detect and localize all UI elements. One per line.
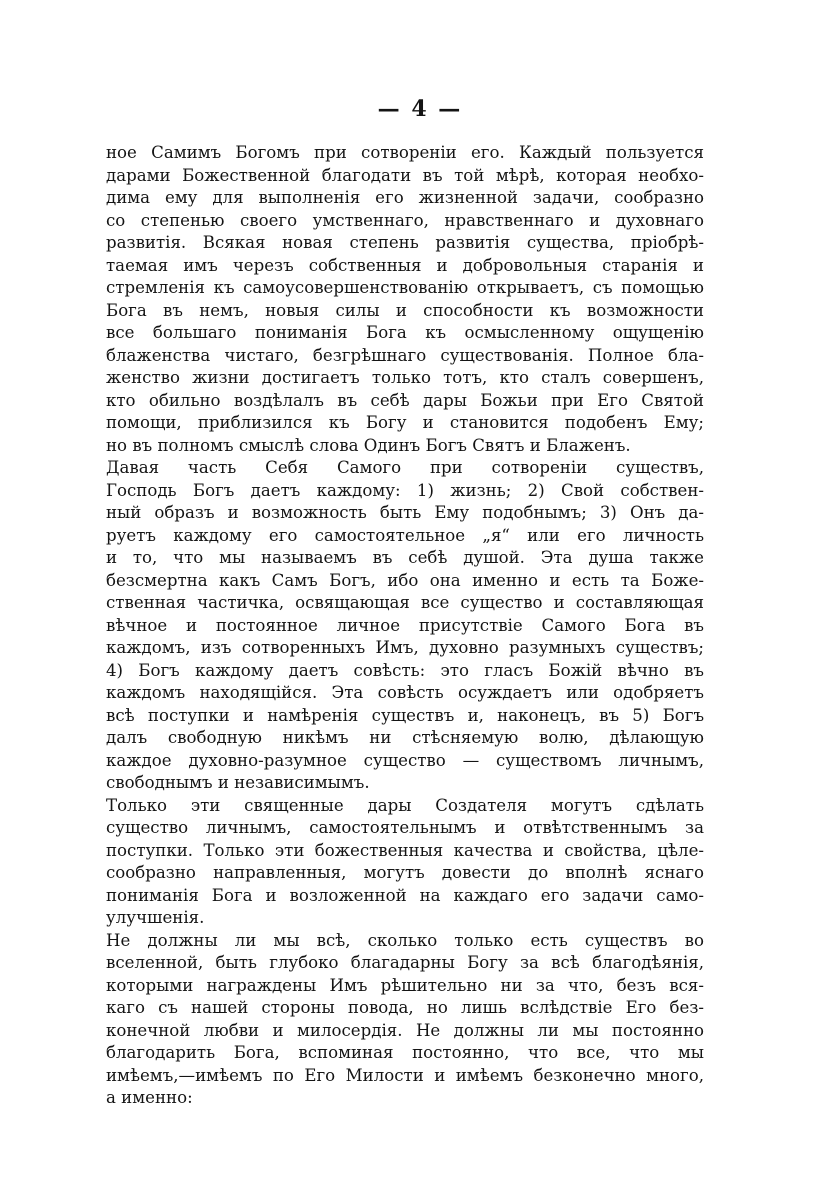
text-line: блаженства чистаго, безгрѣшнаго существованія. Полное бла- <box>106 345 704 365</box>
text-line: которыми награждены Имъ рѣшительно ни за что, безъ вся- <box>106 975 704 995</box>
text-line: ственная частичка, освящающая все существо и составляющая <box>106 593 704 612</box>
text-line: Только эти священные дары Создателя могутъ сдѣлать <box>106 795 704 815</box>
text-line: пониманія Бога и возложенной на каждаго его задачи само- <box>106 885 704 905</box>
text-line: сообразно направленныя, могутъ довести до вполнѣ яснаго <box>106 863 704 882</box>
text-line: женство жизни достигаетъ только тотъ, кто сталъ совершенъ, <box>106 368 704 387</box>
text-line: дарами Божественной благодати въ той мѣрѣ, которая необхо- <box>106 165 704 185</box>
text-line: со степенью своего умственнаго, нравственнаго и духовнаго <box>106 210 704 230</box>
text-line: дима ему для выполненія его жизненной задачи, сообразно <box>106 188 704 207</box>
text-line: каждомъ находящійся. Эта совѣсть осуждаетъ или одобряетъ <box>106 683 704 702</box>
text-line: каждомъ, изъ сотворенныхъ Имъ, духовно разумныхъ существъ; <box>106 638 704 657</box>
text-line: свободнымъ и независимымъ. <box>106 773 370 792</box>
text-line: каго съ нашей стороны повода, но лишь вслѣдствіе Его без- <box>106 998 704 1017</box>
text-line: Давая часть Себя Самого при сотвореніи существъ, <box>106 458 704 477</box>
text-line: безсмертна какъ Самъ Богъ, ибо она именно и есть та Боже- <box>106 570 704 590</box>
text-line: существо личнымъ, самостоятельнымъ и отвѣтственнымъ за <box>106 818 704 837</box>
text-line: и то, что мы называемъ въ себѣ душой. Эта душа также <box>106 548 704 567</box>
text-line: но въ полномъ смыслѣ слова Одинъ Богъ Святъ и Блаженъ. <box>106 435 631 455</box>
text-line: каждое духовно-разумное существо — существомъ личнымъ, <box>106 750 704 770</box>
text-line: имѣемъ,—имѣемъ по Его Милости и имѣемъ безконечно много, <box>106 1065 704 1085</box>
text-line: ное Самимъ Богомъ при сотвореніи его. Каждый пользуется <box>106 143 704 162</box>
text-line: Бога въ немъ, новыя силы и способности къ возможности <box>106 300 704 320</box>
page-number: — 4 — <box>377 96 463 122</box>
text-line: таемая имъ черезъ собственныя и добровольныя старанія и <box>106 255 704 275</box>
text-line: ный образъ и возможность быть Ему подобнымъ; 3) Онъ да- <box>106 503 704 522</box>
text-line: развитія. Всякая новая степень развитія существа, пріобрѣ- <box>106 233 704 252</box>
text-line: а именно: <box>106 1088 193 1107</box>
text-line: благодарить Бога, вспоминая постоянно, что все, что мы <box>106 1043 704 1062</box>
text-line: конечной любви и милосердія. Не должны ли мы постоянно <box>106 1020 704 1040</box>
text-line: поступки. Только эти божественныя качества и свойства, цѣле- <box>106 840 704 860</box>
text-line: далъ свободную никѣмъ ни стѣсняемую волю, дѣлающую <box>106 728 704 747</box>
text-line: помощи, приблизился къ Богу и становится подобенъ Ему; <box>106 413 704 432</box>
text-line: руетъ каждому его самостоятельное „я“ или его личность <box>106 525 704 545</box>
text-line: вселенной, быть глубоко благадарны Богу за всѣ благодѣянія, <box>106 953 704 972</box>
body-text <box>106 142 704 1110</box>
text-line: вѣчное и постоянное личное присутствіе Самого Бога въ <box>106 615 704 635</box>
text-line: кто обильно воздѣлалъ въ себѣ дары Божьи при Его Святой <box>106 390 704 410</box>
text-line: 4) Богъ каждому даетъ совѣсть: это гласъ Божій вѣчно въ <box>106 660 704 680</box>
text-line: улучшенія. <box>106 908 205 927</box>
text-line: Не должны ли мы всѣ, сколько только есть существъ во <box>106 930 704 950</box>
text-line: Господь Богъ даетъ каждому: 1) жизнь; 2) Свой собствен- <box>106 480 704 500</box>
text-line: всѣ поступки и намѣренія существъ и, наконецъ, въ 5) Богъ <box>106 705 704 725</box>
text-line: стремленія къ самоусовершенствованію открываетъ, съ помощью <box>106 278 704 297</box>
text-line: все большаго пониманія Бога къ осмысленному ощущенію <box>106 323 704 342</box>
